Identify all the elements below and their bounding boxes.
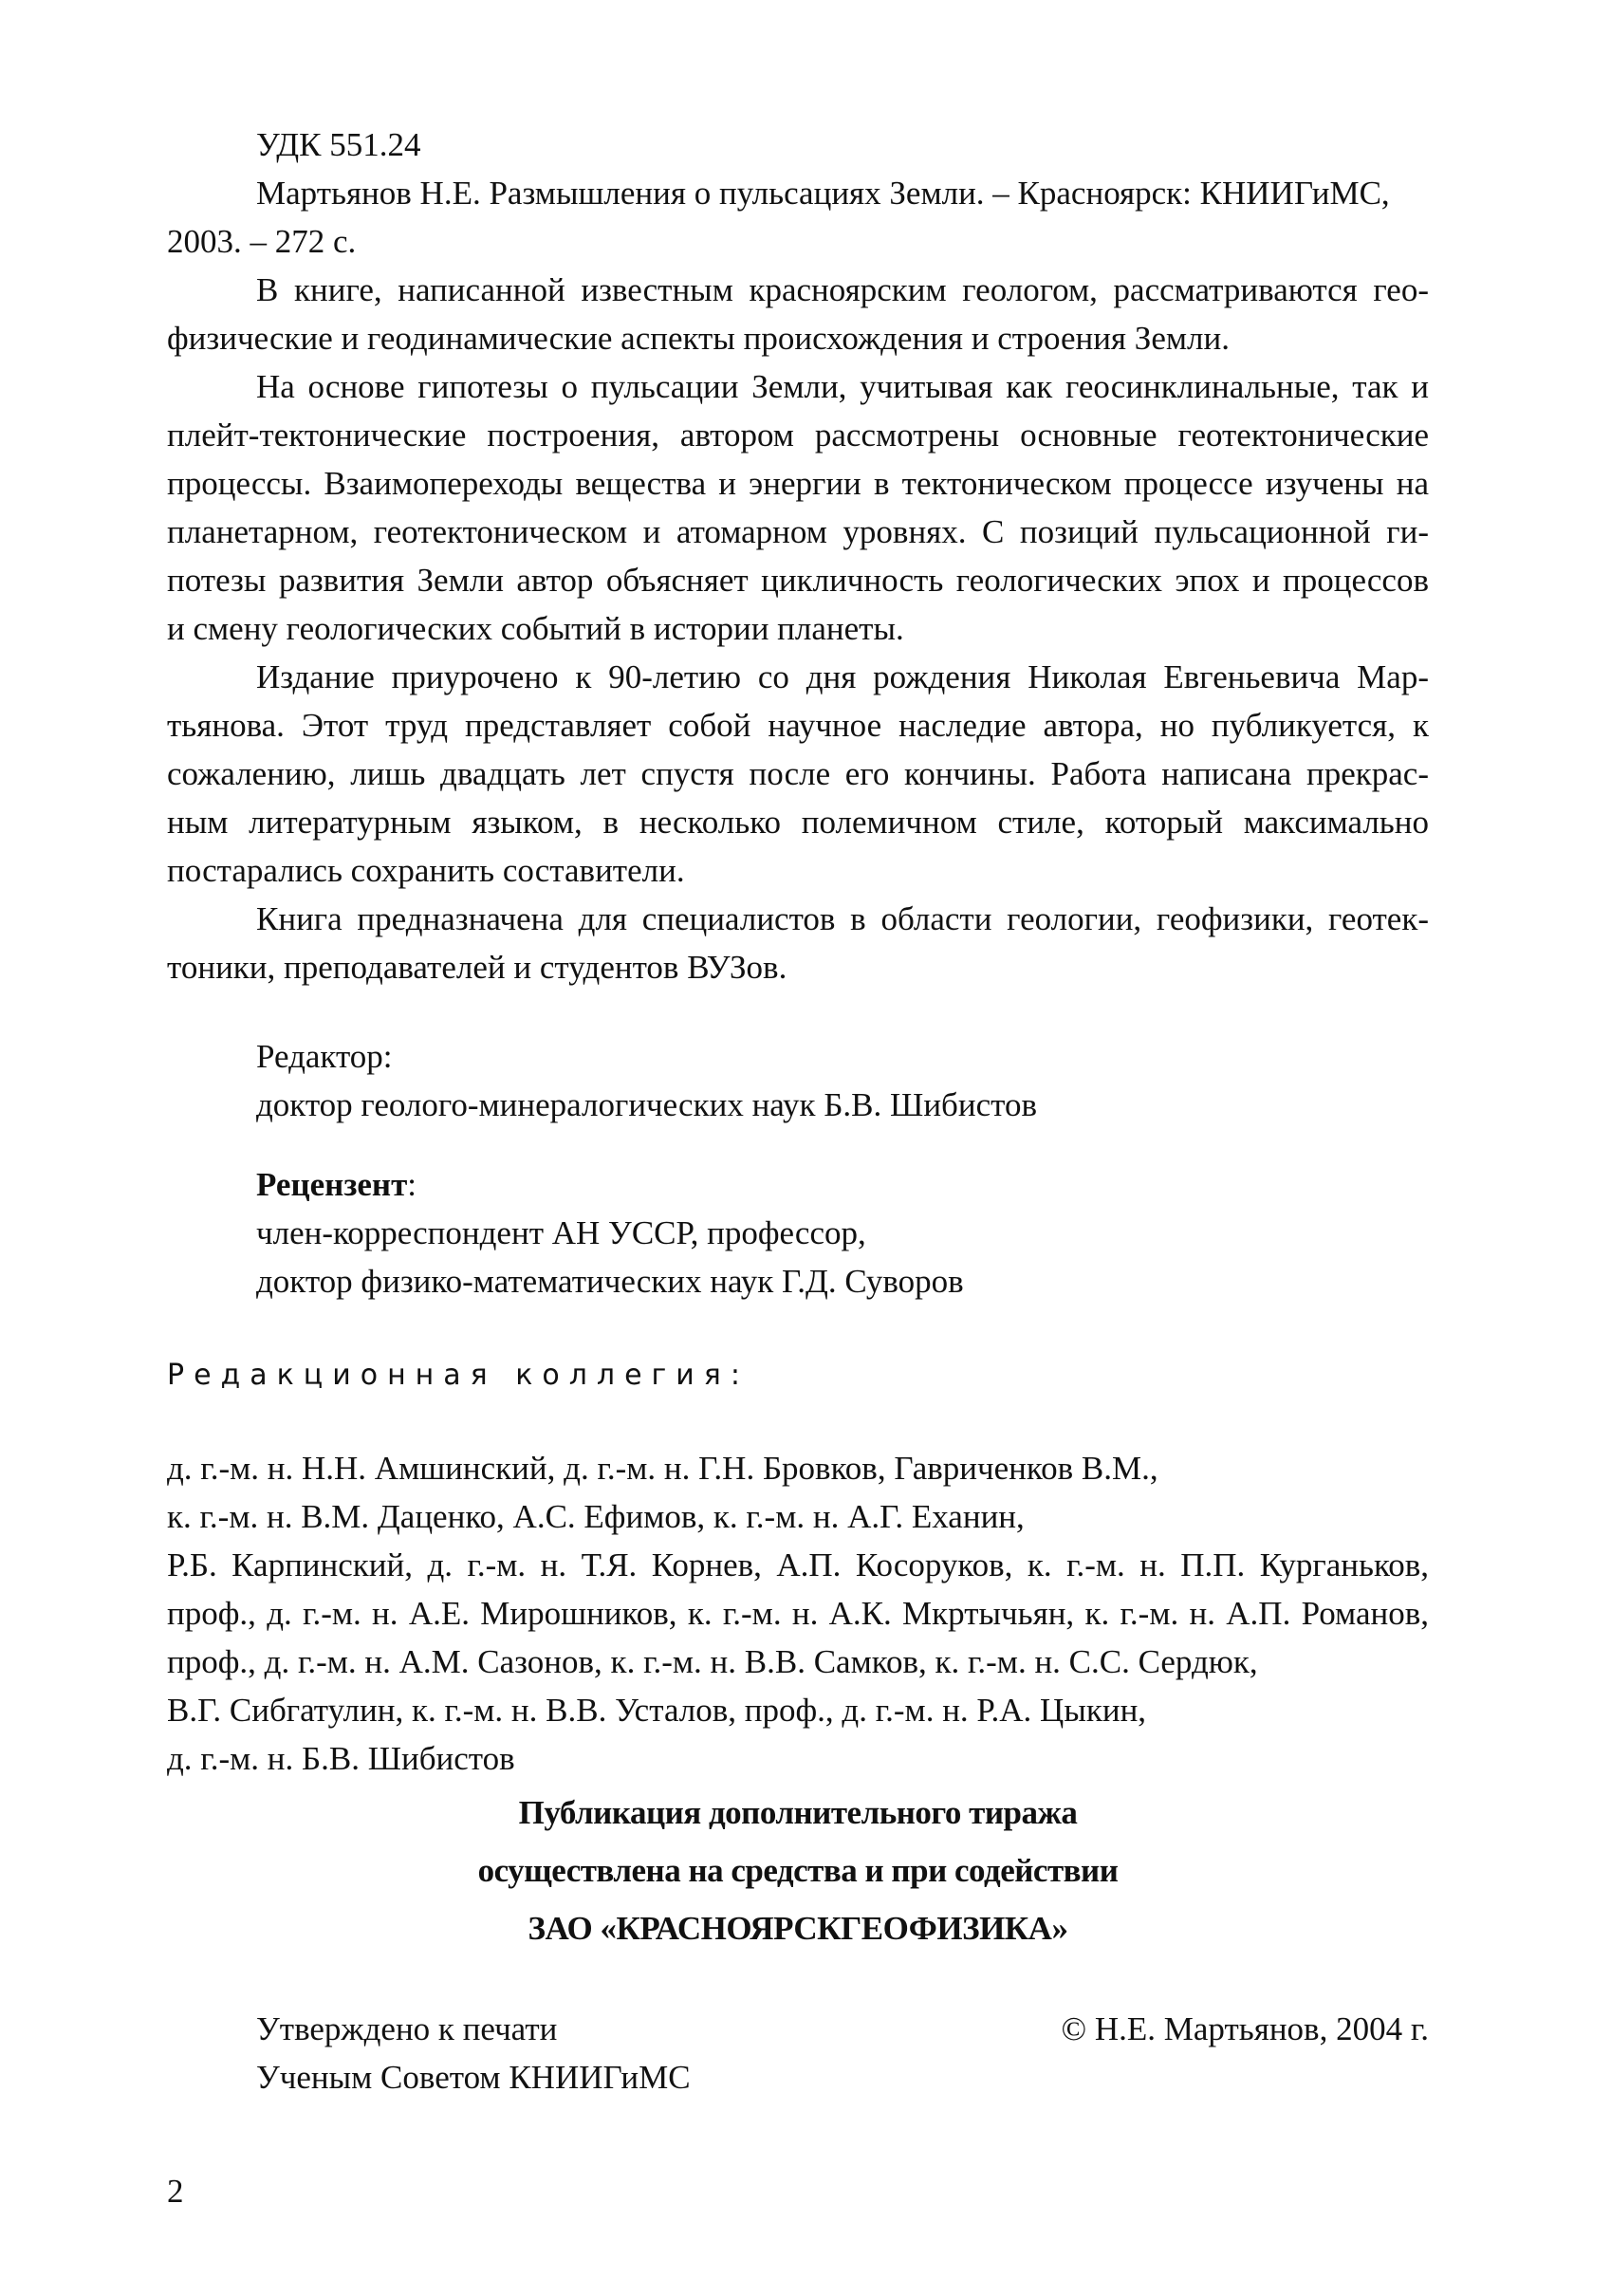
approval-line: Утверждено к печати (256, 2010, 558, 2047)
abstract-line: На основе гипотезы о пульсации Земли, учитывая как геосинклинальные, так и (256, 368, 1429, 405)
abstract-paragraph-1 (167, 266, 1429, 362)
abstract-line: тоники, преподавателей и студентов ВУЗов. (167, 949, 787, 986)
reviewer-line: член-корреспондент АН УССР, профессор, (256, 1214, 866, 1251)
reviewer-label-colon: : (407, 1166, 417, 1203)
abstract-paragraph-3 (167, 653, 1429, 895)
board-line: В.Г. Сибгатулин, к. г.-м. н. В.В. Усталов, проф., д. г.-м. н. Р.А. Цыкин, (167, 1692, 1147, 1729)
citation-line: Мартьянов Н.Е. Размышления о пульсациях Земли. – Красноярск: КНИИГиМС, (256, 175, 1390, 212)
abstract-line: плейт-тектонические построения, автором рассмотрены основные геотектонические (167, 417, 1429, 454)
publication-line: осуществлена на средства и при содействии (477, 1852, 1119, 1889)
bibliographic-citation (167, 169, 1429, 266)
abstract-line: В книге, написанной известным красноярским геологом, рассматриваются гео- (256, 271, 1429, 308)
copyright-notice: © Н.Е. Мартьянов, 2004 г. (1061, 2010, 1429, 2047)
abstract-line: ным литературным языком, в несколько полемичном стиле, который максимально (167, 804, 1429, 841)
abstract-line: Книга предназначена для специалистов в области геологии, геофизики, геотек- (256, 900, 1429, 937)
editor-block (256, 1032, 1037, 1129)
board-line: проф., д. г.-м. н. А.М. Сазонов, к. г.-м. н. В.В. Самков, к. г.-м. н. С.С. Сердюк, (167, 1643, 1258, 1680)
reviewer-block (256, 1160, 964, 1305)
editor-name: доктор геолого-минералогических наук Б.В. Шибистов (256, 1086, 1037, 1123)
abstract-line: физические и геодинамические аспекты происхождения и строения Земли. (167, 320, 1230, 357)
abstract-line: постарались сохранить составители. (167, 852, 685, 889)
abstract-line: сожалению, лишь двадцать лет спустя после его кончины. Работа написана прекрас- (167, 755, 1429, 792)
abstract-paragraph-2 (167, 362, 1429, 653)
udk-code: УДК 551.24 (256, 126, 421, 163)
publication-line: Публикация дополнительного тиража (518, 1794, 1078, 1831)
approval-line: Ученым Советом КНИИГиМС (256, 2059, 691, 2096)
page-number: 2 (167, 2173, 184, 2210)
approval-block (256, 2005, 691, 2102)
abstract-line: потезы развития Земли автор объясняет цикличность геологических эпох и процессов (167, 562, 1429, 599)
abstract-line: и смену геологических событий в истории планеты. (167, 610, 904, 647)
editorial-board-heading: Редакционная коллегия: (167, 1359, 750, 1392)
abstract-paragraph-4 (167, 895, 1429, 991)
board-line: к. г.-м. н. В.М. Даценко, А.С. Ефимов, к. г.-м. н. А.Г. Еханин, (167, 1498, 1025, 1535)
board-line: Р.Б. Карпинский, д. г.-м. н. Т.Я. Корнев, А.П. Косоруков, к. г.-м. н. П.П. Курганьков, (167, 1546, 1429, 1583)
publication-notice (167, 1784, 1429, 1957)
board-line: д. г.-м. н. Н.Н. Амшинский, д. г.-м. н. Г.Н. Бровков, Гавриченков В.М., (167, 1450, 1158, 1487)
abstract-line: планетарном, геотектоническом и атомарном уровнях. С позиций пульсационной ги- (167, 513, 1429, 550)
reviewer-label: Рецензент (256, 1166, 408, 1203)
board-line: д. г.-м. н. Б.В. Шибистов (167, 1740, 515, 1777)
citation-line: 2003. – 272 с. (167, 223, 357, 260)
abstract-line: Издание приурочено к 90-летию со дня рождения Николая Евгеньевича Мар- (256, 658, 1429, 695)
editorial-board-list (167, 1444, 1429, 1783)
abstract-line: процессы. Взаимопереходы вещества и энергии в тектоническом процессе изучены на (167, 465, 1429, 502)
abstract-line: тьянова. Этот труд представляет собой научное наследие автора, но публикуется, к (167, 707, 1429, 744)
reviewer-line: доктор физико-математических наук Г.Д. Суворов (256, 1263, 964, 1300)
editor-label: Редактор: (256, 1038, 393, 1075)
board-line: проф., д. г.-м. н. А.Е. Мирошников, к. г.-м. н. А.К. Мкртычьян, к. г.-м. н. А.П. Романов, (167, 1595, 1429, 1632)
publication-line: ЗАО «КРАСНОЯРСКГЕОФИЗИКА» (528, 1910, 1068, 1947)
